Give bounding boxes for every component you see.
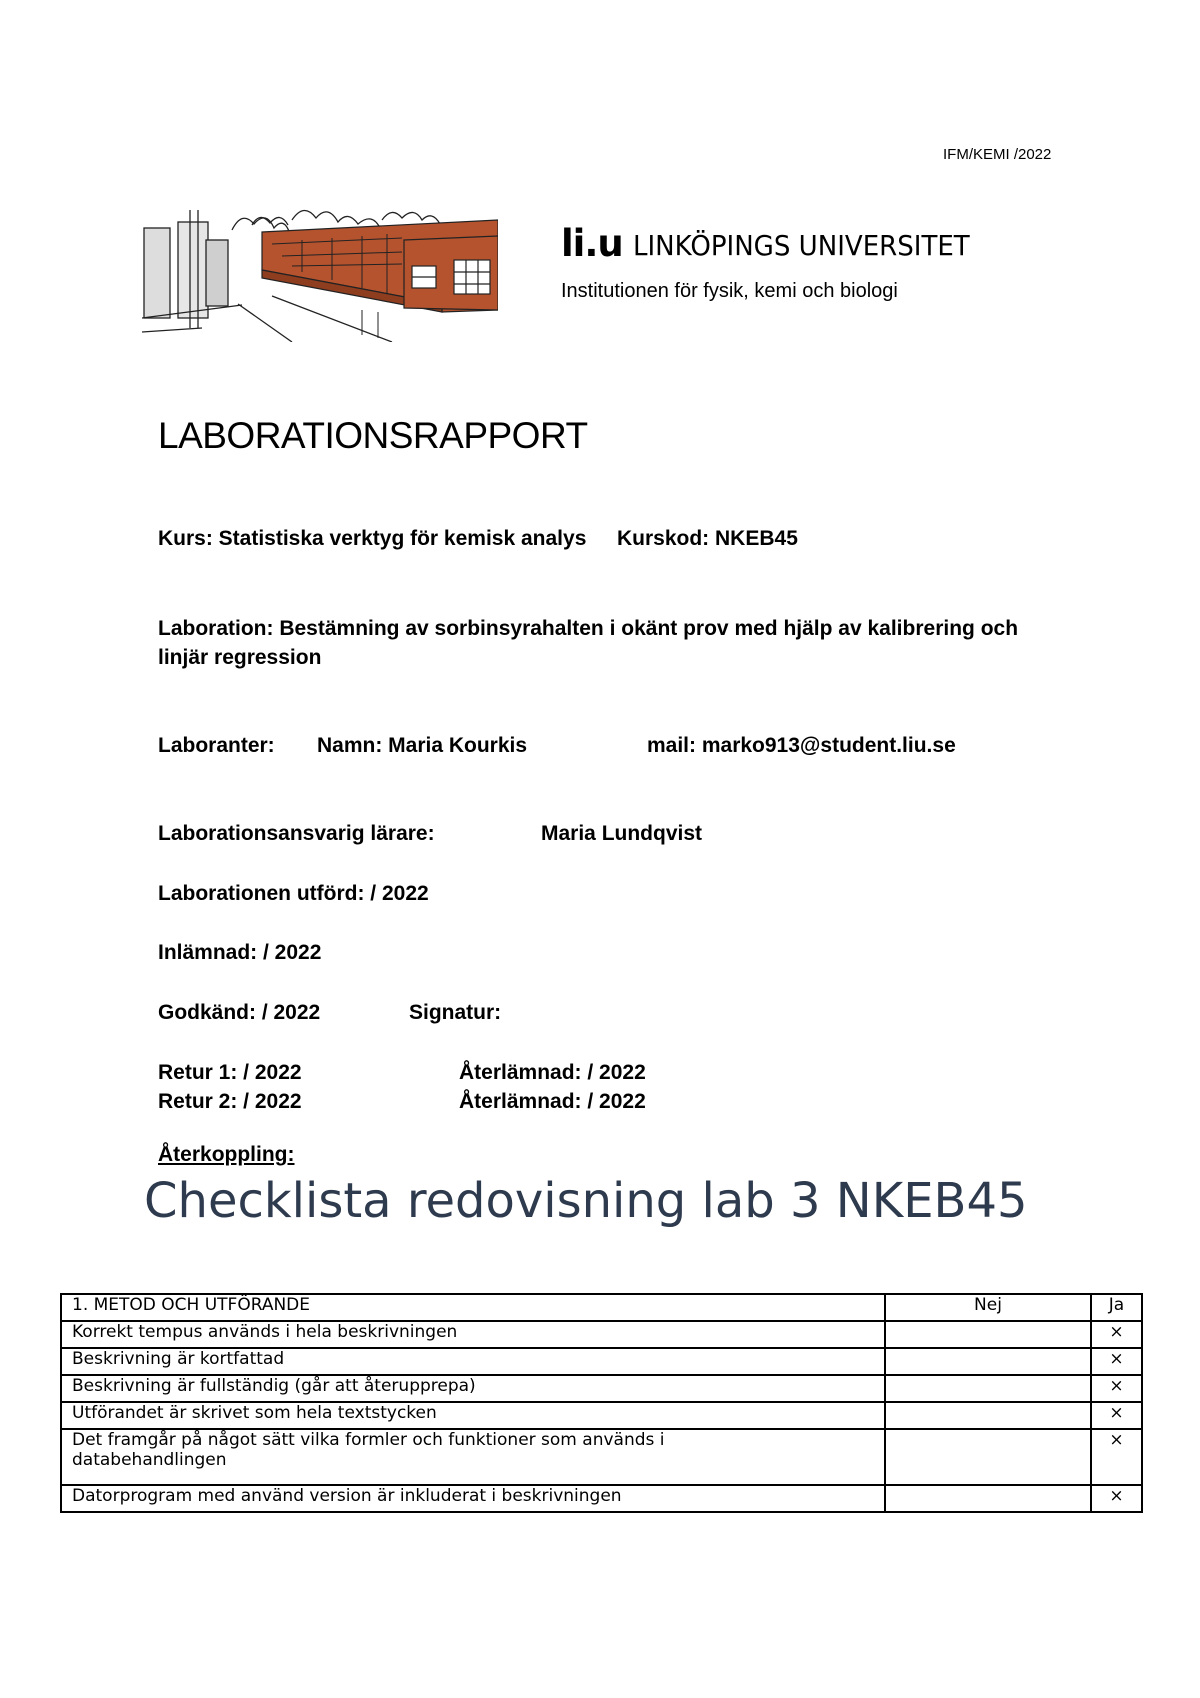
university-name: LINKÖPINGS UNIVERSITET xyxy=(633,229,970,262)
checklist-title: Checklista redovisning lab 3 NKEB45 xyxy=(144,1173,1028,1229)
criterion-text: Det framgår på något sätt vilka formler och funktioner som används i databehandlingen xyxy=(61,1429,885,1485)
feedback-heading: Återkoppling: xyxy=(158,1143,295,1166)
table-row xyxy=(61,1375,1142,1402)
institution-name: Institutionen för fysik, kemi och biologi xyxy=(561,280,898,302)
nej-cell xyxy=(885,1375,1091,1402)
approved-date: Godkänd: / 2022 xyxy=(158,1001,321,1024)
teacher-label: Laborationsansvarig lärare: xyxy=(158,822,435,845)
ja-cell: × xyxy=(1091,1375,1142,1402)
performed-date: Laborationen utförd: / 2022 xyxy=(158,882,429,905)
table-row xyxy=(61,1485,1142,1512)
table-row xyxy=(61,1321,1142,1348)
liu-logo-mark: li.u xyxy=(561,222,623,265)
checklist-table xyxy=(60,1293,1143,1513)
returned1-date: Återlämnad: / 2022 xyxy=(459,1061,646,1084)
teacher-name: Maria Lundqvist xyxy=(541,822,703,845)
student-name: Namn: Maria Kourkis xyxy=(317,734,528,757)
criterion-text: Beskrivning är kortfattad xyxy=(61,1348,885,1375)
ja-cell: × xyxy=(1091,1348,1142,1375)
campus-illustration xyxy=(142,200,498,342)
table-row xyxy=(61,1348,1142,1375)
return1-date: Retur 1: / 2022 xyxy=(158,1061,302,1084)
ja-cell: × xyxy=(1091,1485,1142,1512)
ja-cell: × xyxy=(1091,1402,1142,1429)
document-title: LABORATIONSRAPPORT xyxy=(158,415,588,456)
criterion-text: Korrekt tempus används i hela beskrivningen xyxy=(61,1321,885,1348)
return2-date: Retur 2: / 2022 xyxy=(158,1090,302,1113)
nej-cell xyxy=(885,1348,1091,1375)
checklist-header-row xyxy=(61,1294,1142,1321)
nej-cell xyxy=(885,1485,1091,1512)
nej-cell xyxy=(885,1321,1091,1348)
lab-staff-label: Laboranter: xyxy=(158,734,275,757)
criterion-text: Beskrivning är fullständig (går att återupprepa) xyxy=(61,1375,885,1402)
section-header: 1. METOD OCH UTFÖRANDE xyxy=(61,1294,885,1321)
lab-field: Laboration: Bestämning av sorbinsyrahalten i okänt prov med hjälp av kalibrering och linjär regression xyxy=(158,617,1019,669)
submitted-date: Inlämnad: / 2022 xyxy=(158,941,322,964)
table-row xyxy=(61,1402,1142,1429)
criterion-text: Utförandet är skrivet som hela textstycken xyxy=(61,1402,885,1429)
document-code: IFM/KEMI /2022 xyxy=(943,146,1052,163)
returned2-date: Återlämnad: / 2022 xyxy=(459,1090,646,1113)
nej-header: Nej xyxy=(885,1294,1091,1321)
criterion-text: Datorprogram med använd version är inkluderat i beskrivningen xyxy=(61,1485,885,1512)
course-field: Kurs: Statistiska verktyg för kemisk analys xyxy=(158,527,587,550)
nej-cell xyxy=(885,1429,1091,1485)
nej-cell xyxy=(885,1402,1091,1429)
student-mail: mail: marko913@student.liu.se xyxy=(647,734,956,757)
course-code-field: Kurskod: NKEB45 xyxy=(617,527,798,550)
ja-cell: × xyxy=(1091,1429,1142,1485)
ja-header: Ja xyxy=(1091,1294,1142,1321)
signature-label: Signatur: xyxy=(409,1001,502,1024)
ja-cell: × xyxy=(1091,1321,1142,1348)
table-row xyxy=(61,1429,1142,1485)
